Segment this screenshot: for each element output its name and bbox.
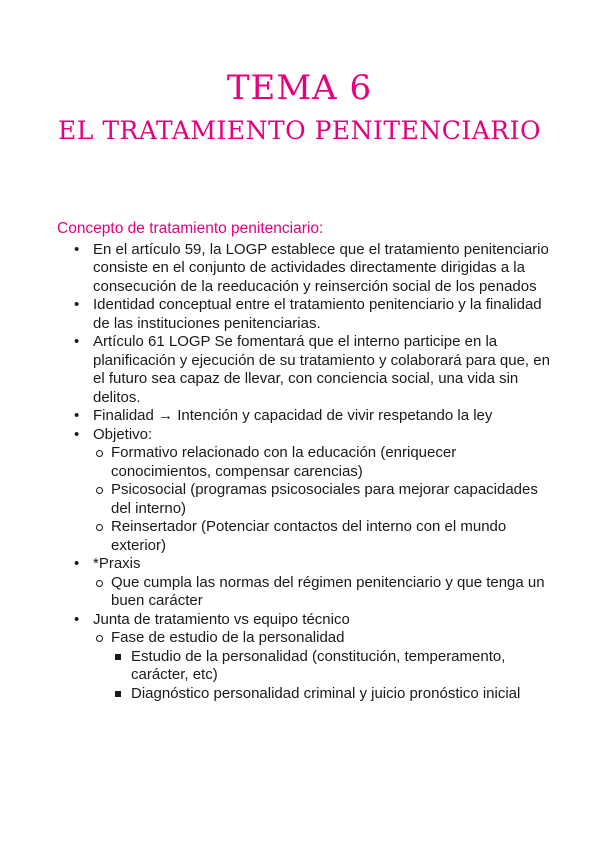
sub-sub-list-item-text: Estudio de la personalidad (constitución, temperamento, carácter, etc) xyxy=(131,647,506,683)
sub-list-item-text: Psicosocial (programas psicosociales para mejorar capacidades del interno) xyxy=(111,481,538,517)
document-subtitle: EL TRATAMIENTO PENITENCIARIO xyxy=(58,116,541,145)
list-item xyxy=(57,241,557,297)
circle-bullet-icon xyxy=(96,580,103,587)
bullet-icon: • xyxy=(74,610,80,628)
list-item xyxy=(57,333,557,407)
list-item-text: En el artículo 59, la LOGP establece que el tratamiento penitenciario consiste en el conjunto de actividades directamente dirigidas a la consecución de la reeducación y reinserción social de los penados xyxy=(93,240,549,295)
sub-list xyxy=(93,444,557,555)
bullet-icon: • xyxy=(74,555,80,572)
list-item xyxy=(57,611,557,704)
circle-bullet-icon xyxy=(96,450,103,457)
sub-list-item xyxy=(93,481,557,518)
sub-list-item-text: Reinsertador (Potenciar contactos del interno con el mundo exterior) xyxy=(111,518,507,554)
list-item xyxy=(57,296,557,333)
sub-sub-list-item xyxy=(111,648,557,685)
list-item xyxy=(57,407,557,426)
list-item xyxy=(57,555,557,611)
list-item-text: *Praxis xyxy=(93,555,141,572)
circle-bullet-icon xyxy=(96,487,103,494)
list-item-text: Junta de tratamiento vs equipo técnico xyxy=(93,610,350,628)
sub-sub-list xyxy=(111,648,557,704)
sub-list xyxy=(93,629,557,703)
sub-list-item-text: Fase de estudio de la personalidad xyxy=(111,629,345,646)
list-item-text: Finalidad → Intención y capacidad de vivir respetando la ley xyxy=(93,407,493,424)
document-title: TEMA 6 xyxy=(226,68,373,108)
list-item xyxy=(57,426,557,556)
bullet-icon: • xyxy=(74,240,80,258)
section-heading: Concepto de tratamiento penitenciario: xyxy=(57,220,324,237)
bullet-icon: • xyxy=(74,333,80,350)
list-item-text: Artículo 61 LOGP Se fomentará que el interno participe en la planificación y ejecución de su tratamiento y colaborará para que, en el futuro sea capaz de llevar, con conciencia social, una vida sin delitos. xyxy=(93,333,550,406)
sub-list-item xyxy=(93,518,557,555)
bullet-icon: • xyxy=(74,425,80,443)
list-item-text: Objetivo: xyxy=(93,425,153,443)
circle-bullet-icon xyxy=(96,635,103,642)
circle-bullet-icon xyxy=(96,524,103,531)
sub-list xyxy=(93,574,557,611)
sub-list-item-text: Formativo relacionado con la educación (enriquecer conocimientos, compensar carencias) xyxy=(111,444,457,480)
list-item-text: Identidad conceptual entre el tratamiento penitenciario y la finalidad de las instituciones penitenciarias. xyxy=(93,296,542,332)
square-bullet-icon xyxy=(115,691,121,697)
sub-list-item xyxy=(93,574,557,611)
sub-sub-list-item xyxy=(111,685,557,704)
square-bullet-icon xyxy=(115,654,121,660)
bullet-icon: • xyxy=(74,407,80,424)
sub-list-item-text: Que cumpla las normas del régimen penitenciario y que tenga un buen carácter xyxy=(111,573,545,609)
sub-list-item xyxy=(93,444,557,481)
sub-list-item xyxy=(93,629,557,703)
bullet-list xyxy=(57,241,557,704)
bullet-icon: • xyxy=(74,296,80,313)
document-body xyxy=(57,220,557,703)
sub-sub-list-item-text: Diagnóstico personalidad criminal y juicio pronóstico inicial xyxy=(131,684,521,702)
